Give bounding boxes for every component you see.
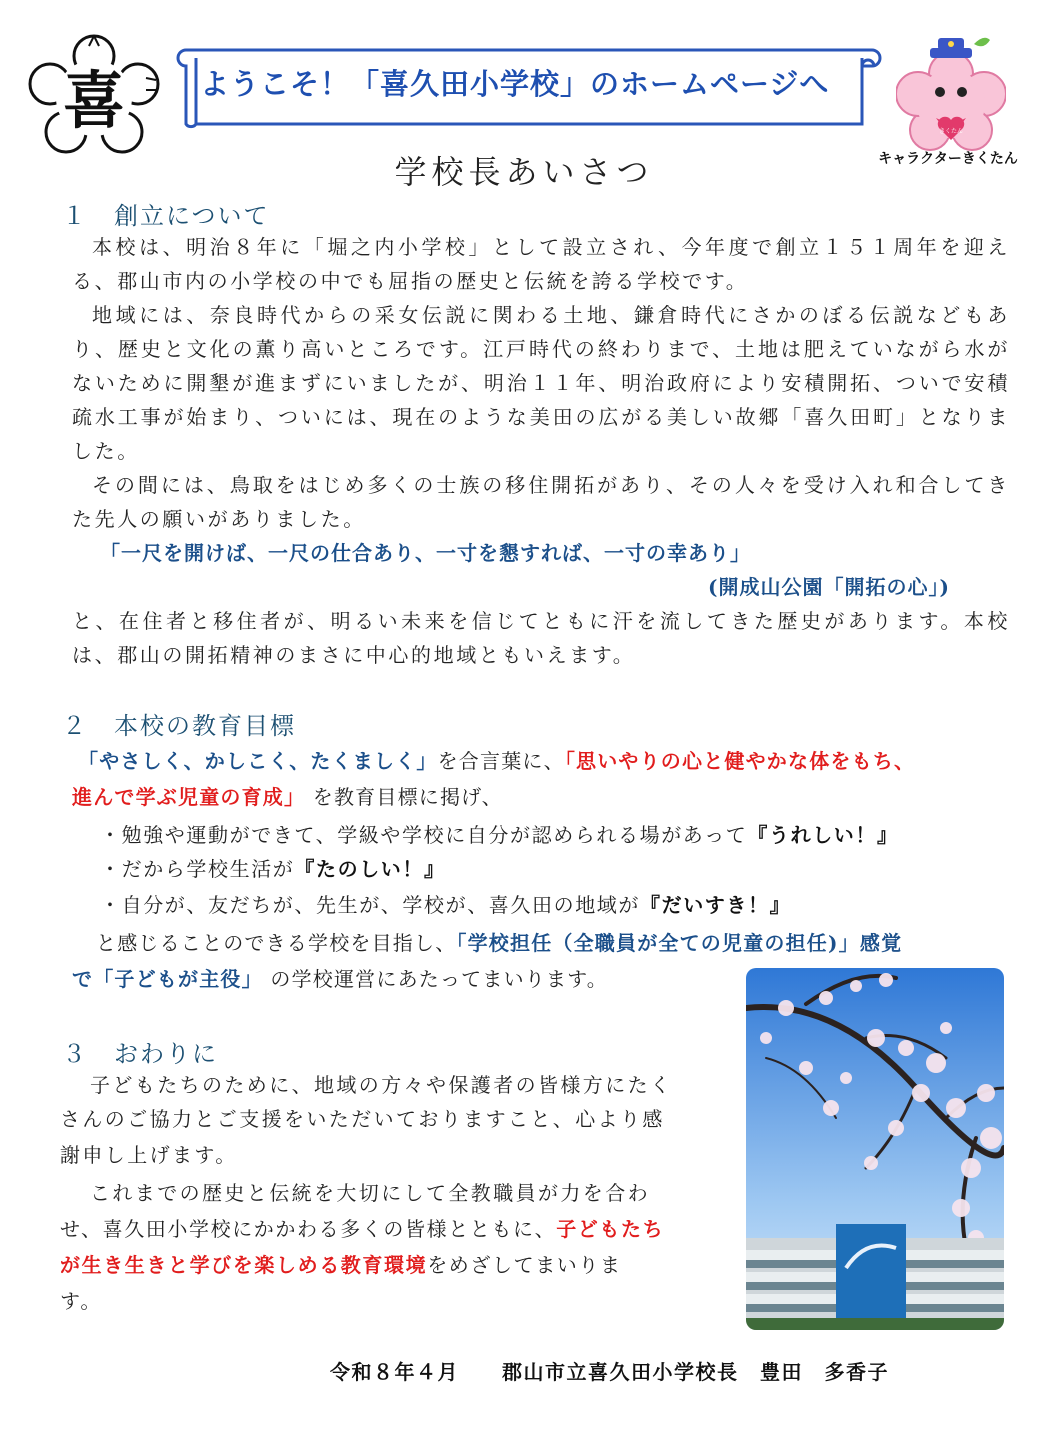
goal-line-2	[72, 780, 503, 814]
closing-line-4: これまでの歴史と伝統を大切にして全教職員が力を合わ	[90, 1181, 650, 1205]
goal-text-part-2: 進んで学ぶ児童の育成」	[72, 785, 306, 809]
motto-text: 「やさしく、かしこく、たくましく」	[78, 749, 438, 773]
pioneer-quote-source: (開成山公園「開拓の心」)	[708, 575, 950, 599]
banner-title: ようこそ！「喜久田小学校」のホームページへ	[200, 67, 830, 101]
goal-line-7	[72, 962, 608, 996]
section1-paragraph-3: その間には、鳥取をはじめ多くの士族の移住開拓があり、その人々を受け入れ和合してきた先人の願いがありました。	[72, 473, 1010, 531]
closing-line-6	[60, 1248, 622, 1282]
section1-paragraph-1: 本校は、明治８年に「堀之内小学校」として設立され、今年度で創立１５１周年を迎える、郡山市内の小学校の中でも屈指の歴史と伝統を誇る学校です。	[72, 235, 1010, 293]
closing-line-2: さんのご協力とご支援をいただいておりますこと、心より感	[60, 1107, 665, 1131]
mascot-caption: キャラクターきくたん	[878, 151, 1018, 167]
goal-bullet-1-keyword: 『うれしい！』	[747, 823, 899, 847]
children-main-role-text: で「子どもが主役」	[72, 967, 263, 991]
goal-bullet-2-keyword: 『たのしい！』	[294, 857, 446, 881]
goal-bullet-2	[100, 852, 446, 886]
goal-bullet-1-text: ・勉強や運動ができて、学級や学校に自分が認められる場があって	[100, 823, 748, 847]
page-title: 学校長あいさつ	[394, 153, 654, 191]
goal-bullet-2-text: ・だから学校生活が	[100, 857, 295, 881]
school-emblem	[28, 34, 160, 154]
pioneer-quote: 「一尺を開けば、一尺の仕合あり、一寸を懇すれば、一寸の幸あり」	[100, 541, 751, 565]
section2-heading: ２ 本校の教育目標	[62, 712, 296, 740]
all-staff-homeroom-text: 「学校担任（全職員が全ての児童の担任)」感覚	[456, 931, 903, 955]
closing-emphasis-part-2: が生き生きと学びを楽しめる教育環境	[60, 1253, 428, 1277]
goal-line-1-mid: を合言葉に、	[437, 749, 565, 773]
goal-bullet-1	[100, 818, 899, 852]
closing-line-5	[60, 1212, 664, 1246]
goal-line-7-rest: の学校運営にあたってまいります。	[270, 967, 608, 991]
closing-line-6-rest: をめざしてまいりま	[427, 1253, 622, 1277]
section1-heading: １ 創立について	[62, 202, 270, 230]
goal-bullet-3	[100, 888, 791, 922]
principal-signature: 令和８年４月 郡山市立喜久田小学校長 豊田 多香子	[330, 1360, 889, 1384]
section3-heading: ３ おわりに	[62, 1040, 218, 1068]
goal-text-part-1: 「思いやりの心と健やかな体をもち、	[564, 749, 916, 773]
mascot-badge-text: きくたん	[938, 128, 964, 135]
mascot-kikutan	[896, 34, 1006, 152]
closing-line-7: す。	[60, 1289, 103, 1313]
goal-line-6-text: と感じることのできる学校を目指し、	[96, 931, 457, 955]
section1-paragraph-2: 地域には、奈良時代からの采女伝説に関わる土地、鎌倉時代にさかのぼる伝説などもあり、歴史と文化の薫り高いところです。江戸時代の終わりまで、土地は肥えていながら水がないために開墾が進まずにいましたが、明治１１年、明治政府により安積開拓、ついで安積疏水工事が始まり、ついには、現在のような美田の広がる美しい故郷「喜久田町」となりました。	[72, 303, 1010, 463]
goal-line-6	[96, 926, 902, 960]
goal-bullet-3-text: ・自分が、友だちが、先生が、学校が、喜久田の地域が	[100, 893, 640, 917]
goal-line-2-rest: を教育目標に掲げ、	[312, 785, 503, 809]
emblem-glyph: 喜	[62, 64, 126, 137]
school-cherry-blossom-photo	[746, 968, 1004, 1330]
closing-line-1: 子どもたちのために、地域の方々や保護者の皆様方にたく	[90, 1073, 673, 1097]
goal-bullet-3-keyword: 『だいすき！』	[640, 893, 792, 917]
photo-illustration	[746, 968, 1004, 1330]
closing-line-3: 謝申し上げます。	[60, 1143, 238, 1167]
goal-line-1	[78, 744, 915, 778]
closing-emphasis-part-1: 子どもたち	[556, 1217, 665, 1241]
section1-paragraph-4: と、在住者と移住者が、明るい未来を信じてともに汗を流してきた歴史があります。本校は、郡山の開拓精神のまさに中心的地域ともいえます。	[72, 609, 1010, 667]
closing-line-5-text: せ、喜久田小学校にかかわる多くの皆様とともに、	[60, 1217, 557, 1241]
